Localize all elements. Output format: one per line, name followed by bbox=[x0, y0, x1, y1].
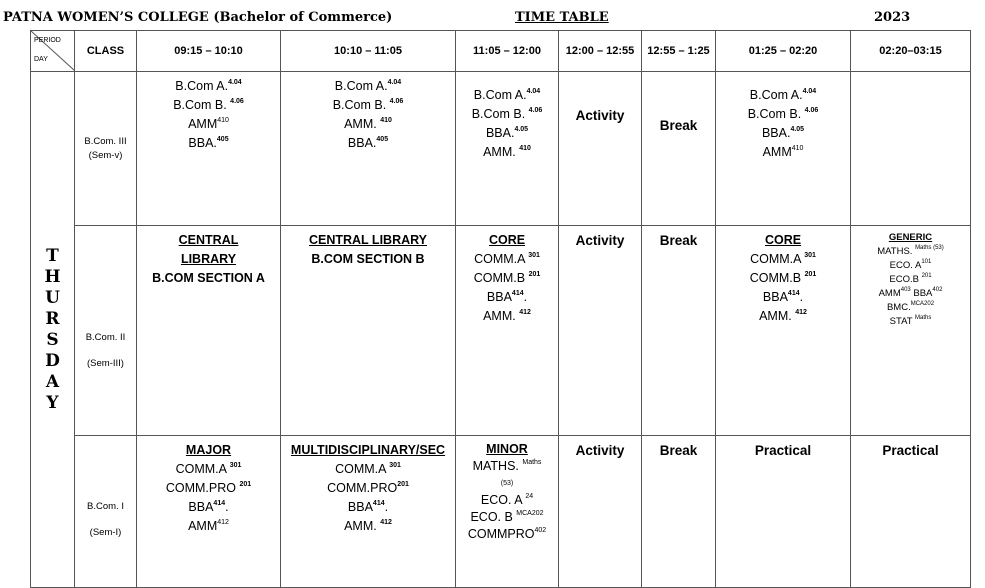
subject-name: AMM bbox=[188, 117, 218, 131]
slot-cell bbox=[281, 226, 456, 436]
room-line: (53) bbox=[500, 480, 514, 487]
day-letter: Y bbox=[46, 392, 59, 413]
practical-cell: Practical bbox=[851, 436, 971, 588]
slot-cell bbox=[137, 72, 281, 226]
subject-line bbox=[716, 143, 850, 162]
slot-heading: 10:10 – 11:05 bbox=[281, 31, 456, 72]
subject-name: BBA bbox=[347, 500, 373, 514]
subject-name: AMM. bbox=[344, 519, 381, 533]
subject-name: B.Com A. bbox=[473, 88, 527, 102]
slot-cell bbox=[456, 436, 559, 588]
room-number: 412 bbox=[519, 309, 531, 316]
subject-name: COMM.A bbox=[750, 252, 805, 266]
section-subtitle: B.COM SECTION A bbox=[152, 271, 265, 285]
class-cell bbox=[75, 226, 137, 436]
room-number: Maths bbox=[522, 459, 542, 466]
section-subtitle: B.COM SECTION B bbox=[311, 252, 425, 266]
subject-name: ECO. B bbox=[470, 510, 517, 524]
subject-line bbox=[456, 492, 558, 509]
slot-heading: 02:20–03:15 bbox=[851, 31, 971, 72]
room-number: 4.06 bbox=[528, 107, 543, 114]
room-number: 301 bbox=[804, 252, 816, 259]
room-number: 412 bbox=[217, 519, 229, 526]
room-number: 101 bbox=[921, 259, 932, 265]
subject-name: BBA bbox=[188, 500, 214, 514]
room-number: 24 bbox=[525, 493, 534, 500]
period-label: PERIOD bbox=[34, 37, 61, 44]
break-cell: Break bbox=[642, 436, 716, 588]
subject-line bbox=[456, 269, 558, 288]
subject-line bbox=[851, 301, 970, 315]
room-number: 414 bbox=[787, 290, 800, 297]
subject-name: ECO. A bbox=[480, 493, 526, 507]
room-number: 301 bbox=[528, 252, 540, 259]
section-title: CORE bbox=[488, 233, 526, 247]
subject-name: B.Com A. bbox=[334, 79, 388, 93]
room-number: 4.04 bbox=[802, 88, 817, 95]
subject-name: AMM. bbox=[483, 309, 520, 323]
subject-line bbox=[137, 498, 280, 517]
subject-name: . bbox=[799, 290, 804, 304]
room-number: 414 bbox=[372, 500, 385, 507]
section-title: MULTIDISCIPLINARY/SEC bbox=[290, 443, 446, 457]
subject-name: AMM bbox=[188, 519, 218, 533]
class-name: B.Com. II bbox=[85, 331, 126, 343]
activity-cell: Activity bbox=[559, 226, 642, 436]
subject-name: BBA. bbox=[347, 136, 377, 150]
slot-cell bbox=[851, 226, 971, 436]
room-number: 410 bbox=[791, 145, 804, 152]
room-number: 414 bbox=[511, 290, 524, 297]
class-sem: (Sem-I) bbox=[89, 526, 122, 538]
subject-line bbox=[137, 115, 280, 134]
slot-heading: 11:05 – 12:00 bbox=[456, 31, 559, 72]
day-letter: R bbox=[45, 308, 60, 329]
slot-cell bbox=[456, 72, 559, 226]
subject-line bbox=[716, 269, 850, 288]
subject-name: AMM. bbox=[483, 145, 520, 159]
subject-name: B.Com B. bbox=[471, 107, 529, 121]
room-number: 405 bbox=[216, 136, 229, 143]
class-sem: (Sem-III) bbox=[87, 357, 124, 369]
room-number: Maths (53) bbox=[915, 245, 944, 251]
subject-line bbox=[281, 498, 455, 517]
room-number: Maths bbox=[915, 315, 932, 321]
timetable-title: TIME TABLE bbox=[515, 10, 609, 25]
subject-line bbox=[137, 134, 280, 153]
room-number: 4.06 bbox=[389, 98, 404, 105]
subject-name: COMMPRO bbox=[467, 527, 535, 541]
subject-name: ECO.B bbox=[889, 274, 919, 285]
room-number: 301 bbox=[389, 462, 401, 469]
day-label: DAY bbox=[34, 56, 48, 63]
room-number: 402 bbox=[534, 527, 547, 534]
subject-line bbox=[716, 124, 850, 143]
subject-line bbox=[137, 460, 280, 479]
subject-line bbox=[281, 460, 455, 479]
subject-line bbox=[456, 124, 558, 143]
subject-line bbox=[456, 288, 558, 307]
subject-name: BBA bbox=[910, 288, 933, 299]
room-number: 201 bbox=[397, 481, 409, 488]
subject-line bbox=[456, 86, 558, 105]
slot-cell bbox=[281, 72, 456, 226]
room-number: 4.05 bbox=[790, 126, 805, 133]
subject-name: B.Com B. bbox=[173, 98, 231, 112]
subject-name: STAT bbox=[889, 316, 913, 327]
slot-cell bbox=[716, 72, 851, 226]
subject-name: COMM.PRO bbox=[165, 481, 240, 495]
subject-line bbox=[456, 143, 558, 162]
section-title: GENERIC bbox=[888, 232, 933, 243]
row-bcom-iii bbox=[31, 72, 971, 226]
room-number: 4.04 bbox=[387, 79, 402, 86]
section-title: CORE bbox=[764, 233, 802, 247]
room-number: 4.05 bbox=[514, 126, 529, 133]
day-letter: U bbox=[45, 287, 60, 308]
room-number: MCA202 bbox=[516, 510, 544, 517]
subject-line bbox=[137, 517, 280, 536]
college-title: PATNA WOMEN’S COLLEGE (Bachelor of Commerce) bbox=[3, 10, 393, 25]
room-number: 4.06 bbox=[804, 107, 819, 114]
class-name: B.Com. III bbox=[84, 135, 127, 147]
subject-name: COMM.A bbox=[175, 462, 230, 476]
period-day-cell bbox=[31, 31, 75, 72]
subject-name: AMM bbox=[878, 288, 901, 299]
break-cell: Break bbox=[642, 72, 716, 226]
subject-line bbox=[281, 96, 455, 115]
row-bcom-ii bbox=[31, 226, 971, 436]
subject-name: BBA. bbox=[188, 136, 217, 150]
subject-line bbox=[281, 134, 455, 153]
subject-line bbox=[851, 287, 970, 301]
empty-cell bbox=[851, 72, 971, 226]
day-letter: S bbox=[46, 329, 59, 350]
subject-line bbox=[281, 479, 455, 498]
subject-name: B.Com A. bbox=[175, 79, 229, 93]
room-number: 301 bbox=[229, 462, 242, 469]
subject-name: AMM. bbox=[344, 117, 381, 131]
slot-cell bbox=[716, 226, 851, 436]
room-number: 201 bbox=[921, 273, 932, 279]
subject-name: . bbox=[384, 500, 389, 514]
room-number: 4.04 bbox=[526, 88, 541, 95]
subject-name: COMM.A bbox=[335, 462, 390, 476]
subject-line bbox=[456, 105, 558, 124]
slot-heading: 12:55 – 1:25 bbox=[642, 31, 716, 72]
section-title: CENTRAL bbox=[178, 233, 239, 247]
subject-line bbox=[281, 115, 455, 134]
subject-line bbox=[456, 458, 558, 475]
class-heading: CLASS bbox=[75, 31, 137, 72]
subject-name: ECO. A bbox=[889, 260, 922, 271]
room-number: 414 bbox=[213, 500, 226, 507]
subject-name: COMM.B bbox=[473, 271, 529, 285]
subject-line bbox=[851, 273, 970, 287]
activity-cell: Activity bbox=[559, 72, 642, 226]
room-number: 405 bbox=[376, 136, 389, 143]
subject-name: BBA bbox=[762, 290, 788, 304]
subject-line bbox=[456, 250, 558, 269]
activity-cell: Activity bbox=[559, 436, 642, 588]
subject-line bbox=[716, 250, 850, 269]
timetable bbox=[30, 30, 971, 588]
subject-line bbox=[137, 96, 280, 115]
subject-line bbox=[456, 526, 558, 543]
subject-name: AMM bbox=[762, 145, 792, 159]
day-letter: T bbox=[46, 245, 59, 266]
year-label: 2023 bbox=[874, 10, 911, 25]
subject-line bbox=[851, 245, 970, 259]
section-title: LIBRARY bbox=[180, 252, 237, 266]
room-number: 201 bbox=[528, 271, 541, 278]
subject-name: AMM. bbox=[759, 309, 796, 323]
room-number: 410 bbox=[519, 145, 531, 152]
slot-heading: 12:00 – 12:55 bbox=[559, 31, 642, 72]
subject-name: . bbox=[523, 290, 528, 304]
subject-name: B.Com A. bbox=[749, 88, 803, 102]
slot-cell bbox=[281, 436, 456, 588]
subject-name: B.Com B. bbox=[332, 98, 390, 112]
room-number: MCA202 bbox=[910, 301, 935, 307]
day-letter: D bbox=[45, 350, 60, 371]
room-number: 201 bbox=[239, 481, 252, 488]
subject-line bbox=[716, 86, 850, 105]
class-cell bbox=[75, 72, 137, 226]
room-number: 402 bbox=[932, 287, 943, 293]
subject-name: B.Com B. bbox=[747, 107, 805, 121]
room-number: 412 bbox=[380, 519, 392, 526]
section-title: MINOR bbox=[486, 442, 528, 456]
subject-name: BBA bbox=[486, 290, 512, 304]
practical-cell: Practical bbox=[716, 436, 851, 588]
day-letter: H bbox=[44, 266, 61, 287]
subject-name: BBA. bbox=[761, 126, 791, 140]
slot-cell bbox=[137, 436, 281, 588]
day-cell-thursday bbox=[31, 72, 75, 588]
subject-name: BMC. bbox=[886, 302, 911, 313]
header-row bbox=[31, 31, 971, 72]
class-name: B.Com. I bbox=[87, 500, 124, 512]
subject-line bbox=[137, 479, 280, 498]
room-number: 410 bbox=[217, 117, 229, 124]
day-letter: A bbox=[45, 371, 60, 392]
slot-cell bbox=[137, 226, 281, 436]
subject-name: COMM.B bbox=[749, 271, 805, 285]
break-cell: Break bbox=[642, 226, 716, 436]
subject-line bbox=[851, 315, 970, 329]
room-number: 410 bbox=[380, 117, 392, 124]
slot-cell bbox=[456, 226, 559, 436]
slot-heading: 01:25 – 02:20 bbox=[716, 31, 851, 72]
subject-line bbox=[716, 288, 850, 307]
room-number: 4.04 bbox=[228, 79, 242, 86]
subject-line bbox=[137, 77, 280, 96]
subject-line bbox=[281, 77, 455, 96]
subject-line bbox=[716, 307, 850, 326]
room-number: 201 bbox=[804, 271, 817, 278]
subject-name: MATHS. bbox=[472, 459, 523, 473]
room-number: 403 bbox=[900, 287, 911, 293]
subject-name: BBA. bbox=[485, 126, 515, 140]
subject-name: COMM.A bbox=[474, 252, 529, 266]
section-title: CENTRAL LIBRARY bbox=[308, 233, 428, 247]
class-cell bbox=[75, 436, 137, 588]
subject-name: COMM.PRO bbox=[327, 481, 398, 495]
subject-line bbox=[716, 105, 850, 124]
subject-line bbox=[456, 307, 558, 326]
subject-line bbox=[851, 259, 970, 273]
subject-line bbox=[456, 509, 558, 526]
room-number: 4.06 bbox=[230, 98, 244, 105]
subject-name: MATHS. bbox=[877, 246, 913, 257]
section-title: MAJOR bbox=[185, 443, 232, 457]
room-number: 412 bbox=[795, 309, 807, 316]
subject-name: . bbox=[225, 500, 229, 514]
class-sem: (Sem-v) bbox=[88, 149, 123, 161]
row-bcom-i bbox=[31, 436, 971, 588]
subject-line bbox=[281, 517, 455, 536]
slot-heading: 09:15 – 10:10 bbox=[137, 31, 281, 72]
